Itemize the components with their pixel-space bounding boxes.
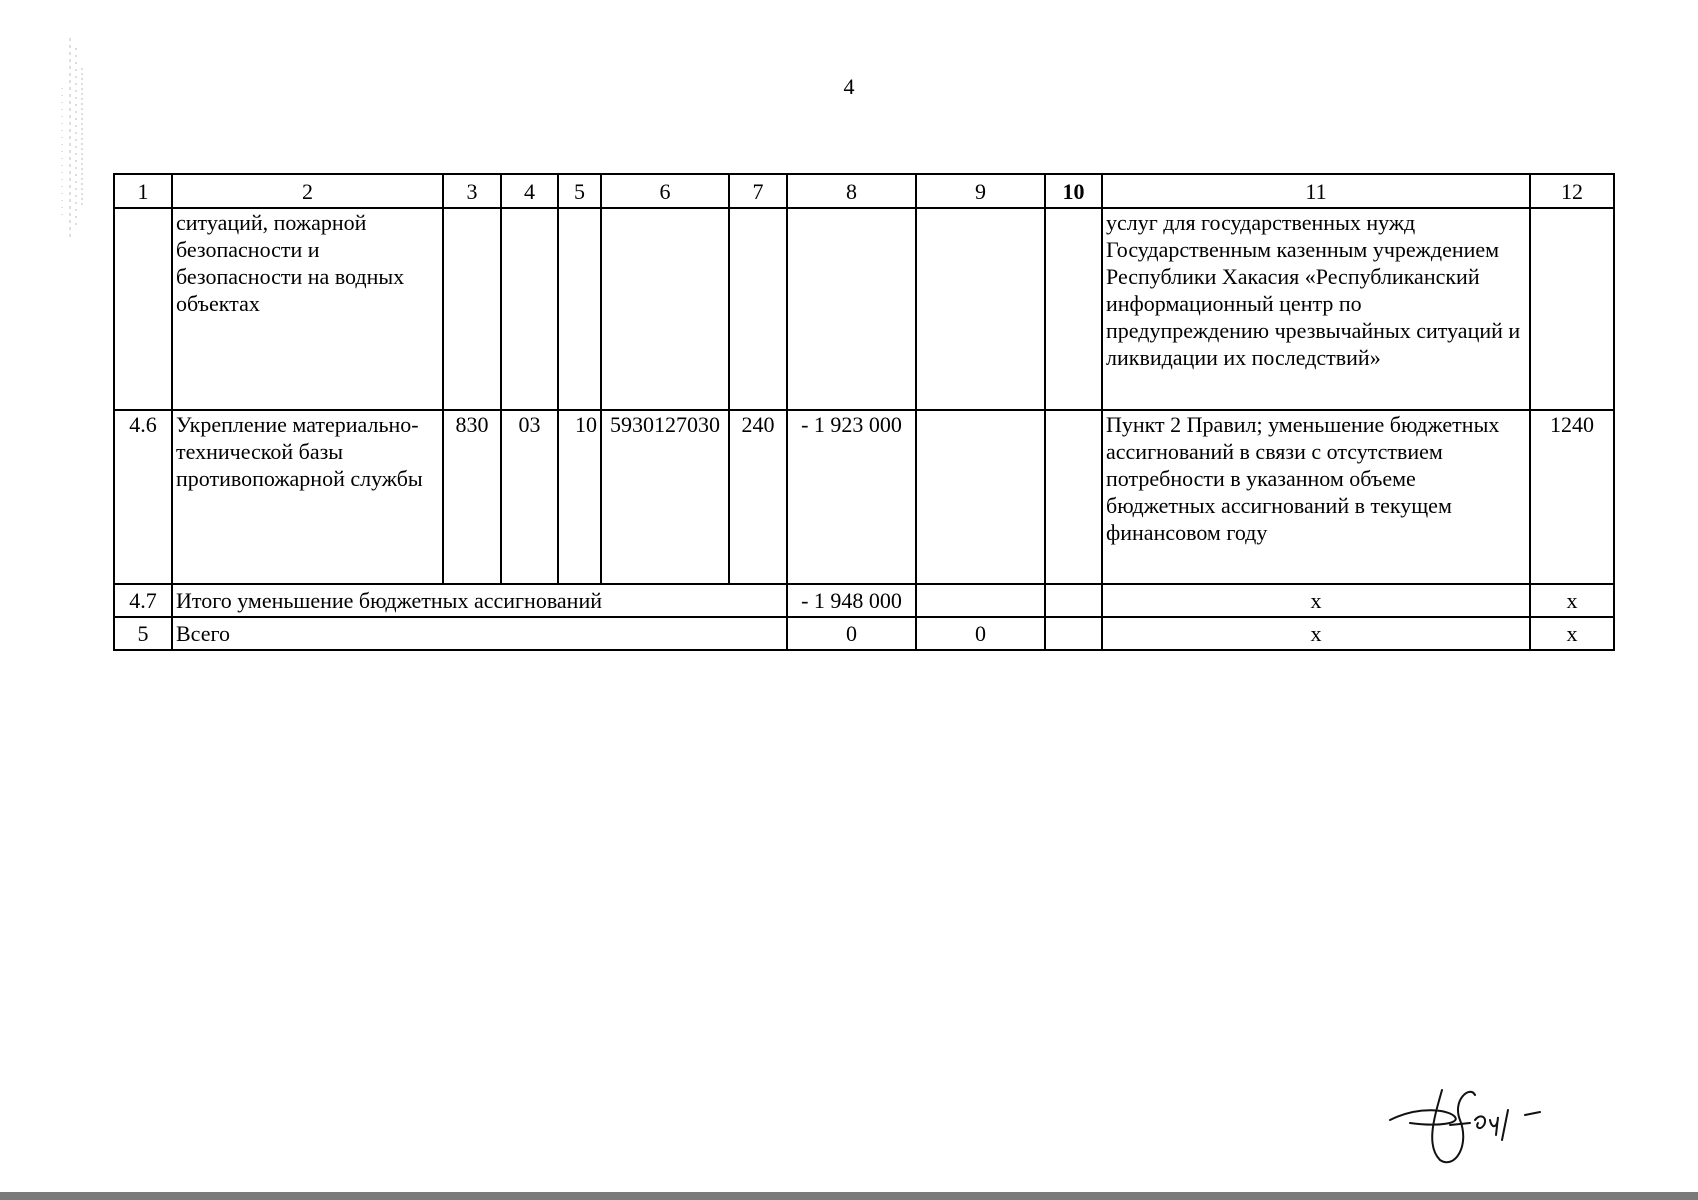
description-cell: Всего <box>172 617 787 650</box>
scan-bottom-edge <box>0 1192 1698 1200</box>
row-number-cell: 4.6 <box>114 410 172 584</box>
row-number-cell: 4.7 <box>114 584 172 617</box>
justification-cell: х <box>1102 617 1530 650</box>
table-cell <box>601 208 729 410</box>
table-cell: 10 <box>558 410 601 584</box>
table-cell <box>1045 410 1102 584</box>
code-cell: 1240 <box>1530 410 1614 584</box>
amount-cell: - 1 948 000 <box>787 584 916 617</box>
row-number-cell <box>114 208 172 410</box>
table-cell: 830 <box>443 410 501 584</box>
table-cell: 5930127030 <box>601 410 729 584</box>
column-header: 1 <box>114 174 172 208</box>
budget-table <box>113 173 1615 651</box>
amount-cell <box>916 410 1045 584</box>
amount-cell: 0 <box>916 617 1045 650</box>
table-row <box>114 208 1614 410</box>
table-cell: 240 <box>729 410 787 584</box>
table-row <box>114 410 1614 584</box>
table-cell <box>729 208 787 410</box>
page-number: 4 <box>843 74 855 99</box>
code-cell: х <box>1530 584 1614 617</box>
table-row <box>114 584 1614 617</box>
amount-cell: - 1 923 000 <box>787 410 916 584</box>
table-cell <box>443 208 501 410</box>
column-header: 6 <box>601 174 729 208</box>
code-cell: х <box>1530 617 1614 650</box>
column-header: 3 <box>443 174 501 208</box>
table-cell <box>501 208 558 410</box>
table-row <box>114 617 1614 650</box>
column-header: 9 <box>916 174 1045 208</box>
amount-cell <box>916 208 1045 410</box>
amount-cell <box>916 584 1045 617</box>
table-cell <box>1045 584 1102 617</box>
column-header: 7 <box>729 174 787 208</box>
signature <box>1380 1065 1560 1170</box>
amount-cell: 0 <box>787 617 916 650</box>
description-cell: ситуаций, пожарной безопасности и безопасности на водных объектах <box>172 208 443 410</box>
row-number-cell: 5 <box>114 617 172 650</box>
table-cell <box>1045 617 1102 650</box>
column-header: 4 <box>501 174 558 208</box>
justification-cell: х <box>1102 584 1530 617</box>
column-header: 11 <box>1102 174 1530 208</box>
table-header-row <box>114 174 1614 208</box>
description-cell: Итого уменьшение бюджетных ассигнований <box>172 584 787 617</box>
column-header: 2 <box>172 174 443 208</box>
column-header: 10 <box>1045 174 1102 208</box>
table-cell: 03 <box>501 410 558 584</box>
justification-cell: услуг для государственных нужд Государственным казенным учреждением Республики Хакасия «Республиканский информационный центр по предупреждению чрезвычайных ситуаций и ликвидации их последствий» <box>1102 208 1530 410</box>
code-cell <box>1530 208 1614 410</box>
justification-cell: Пункт 2 Правил; уменьшение бюджетных ассигнований в связи с отсутствием потребности в указанном объеме бюджетных ассигнований в текущем финансовом году <box>1102 410 1530 584</box>
amount-cell <box>787 208 916 410</box>
column-header: 5 <box>558 174 601 208</box>
table-cell <box>1045 208 1102 410</box>
column-header: 12 <box>1530 174 1614 208</box>
column-header: 8 <box>787 174 916 208</box>
table-cell <box>558 208 601 410</box>
scan-edge-marks <box>32 28 92 248</box>
description-cell: Укрепление материально-технической базы противопожарной службы <box>172 410 443 584</box>
